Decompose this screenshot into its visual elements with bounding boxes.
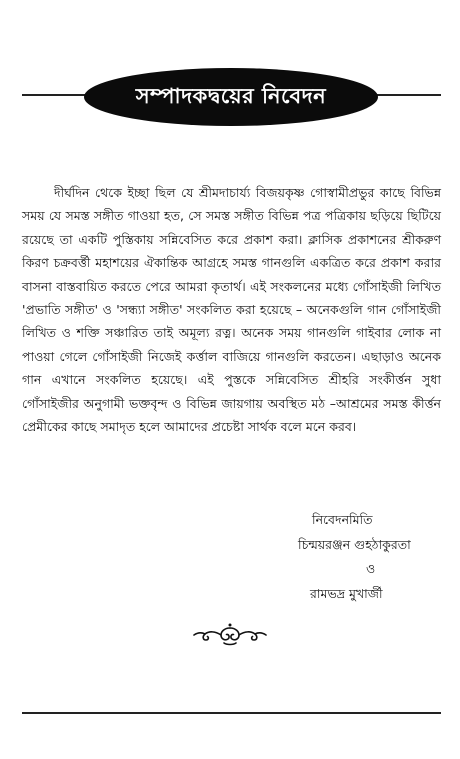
title-banner — [84, 68, 378, 126]
bottom-rule — [22, 712, 441, 714]
decorative-flourish-icon — [191, 622, 269, 648]
preface-body — [22, 181, 441, 438]
signature-closing: নিবেদনমিতি — [312, 512, 373, 527]
editor-name-2: রামভদ্র মুখার্জী — [310, 585, 383, 601]
signature-block — [298, 508, 438, 606]
editor-name-1: চিন্ময়রঞ্জন গুহঠাকুরতা — [298, 536, 411, 552]
preface-paragraph: দীর্ঘদিন থেকে ইচ্ছা ছিল যে শ্রীমদাচার্য্য বিজয়কৃষ্ণ গোস্বামীপ্রভুর কাছে বিভিন্ন সময় যে সমস্ত সঙ্গীত গাওয়া হত, সে সমস্ত সঙ্গীত বিভিন্ন পত্র পত্রিকায় ছড়িয়ে ছিটিয়ে রয়েছে তা একটি পুস্তিকায় সন্নিবেসিত করে প্রকাশ করা। ক্লাসিক প্রকাশনের শ্রীকরুণ কিরণ চক্রবর্ত্তী মহাশয়ের ঐকান্তিক আগ্রহে সমস্ত গানগুলি একত্রিত করে প্রকাশ করার বাসনা বাস্তবায়িত করতে পেরে আমরা কৃতার্থ। এই সংকলনের মধ্যে গোঁসাইজী লিখিত 'প্রভাতি সঙ্গীত' ও 'সন্ধ্যা সঙ্গীত' সংকলিত করা হয়েছে – অনেকগুলি গান গোঁসাইজী লিখিত ও শক্তি সঞ্চারিত তাই অমূল্য রত্ন। অনেক সময় গানগুলি গাইবার লোক না পাওয়া গেলে গোঁসাইজী নিজেই কর্ত্তাল বাজিয়ে গানগুলি করতেন। এছাড়াও অনেক গান এখানে সংকলিত হয়েছে। এই পুস্তকে সন্নিবেসিত শ্রীহরি সংকীর্ত্তন সুধা গোঁসাইজীর অনুগামী ভক্তবৃন্দ ও বিভিন্ন জায়গায় অবস্থিত মঠ –আশ্রমের সমস্ত কীর্ত্তন প্রেমীকের কাছে সমাদৃত হলে আমাদের প্রচেষ্টা সার্থক বলে মনে করব। — [22, 185, 441, 435]
page-title: সম্পাদকদ্বয়ের নিবেদন — [135, 83, 327, 108]
signature-conjunction: ও — [366, 561, 376, 576]
